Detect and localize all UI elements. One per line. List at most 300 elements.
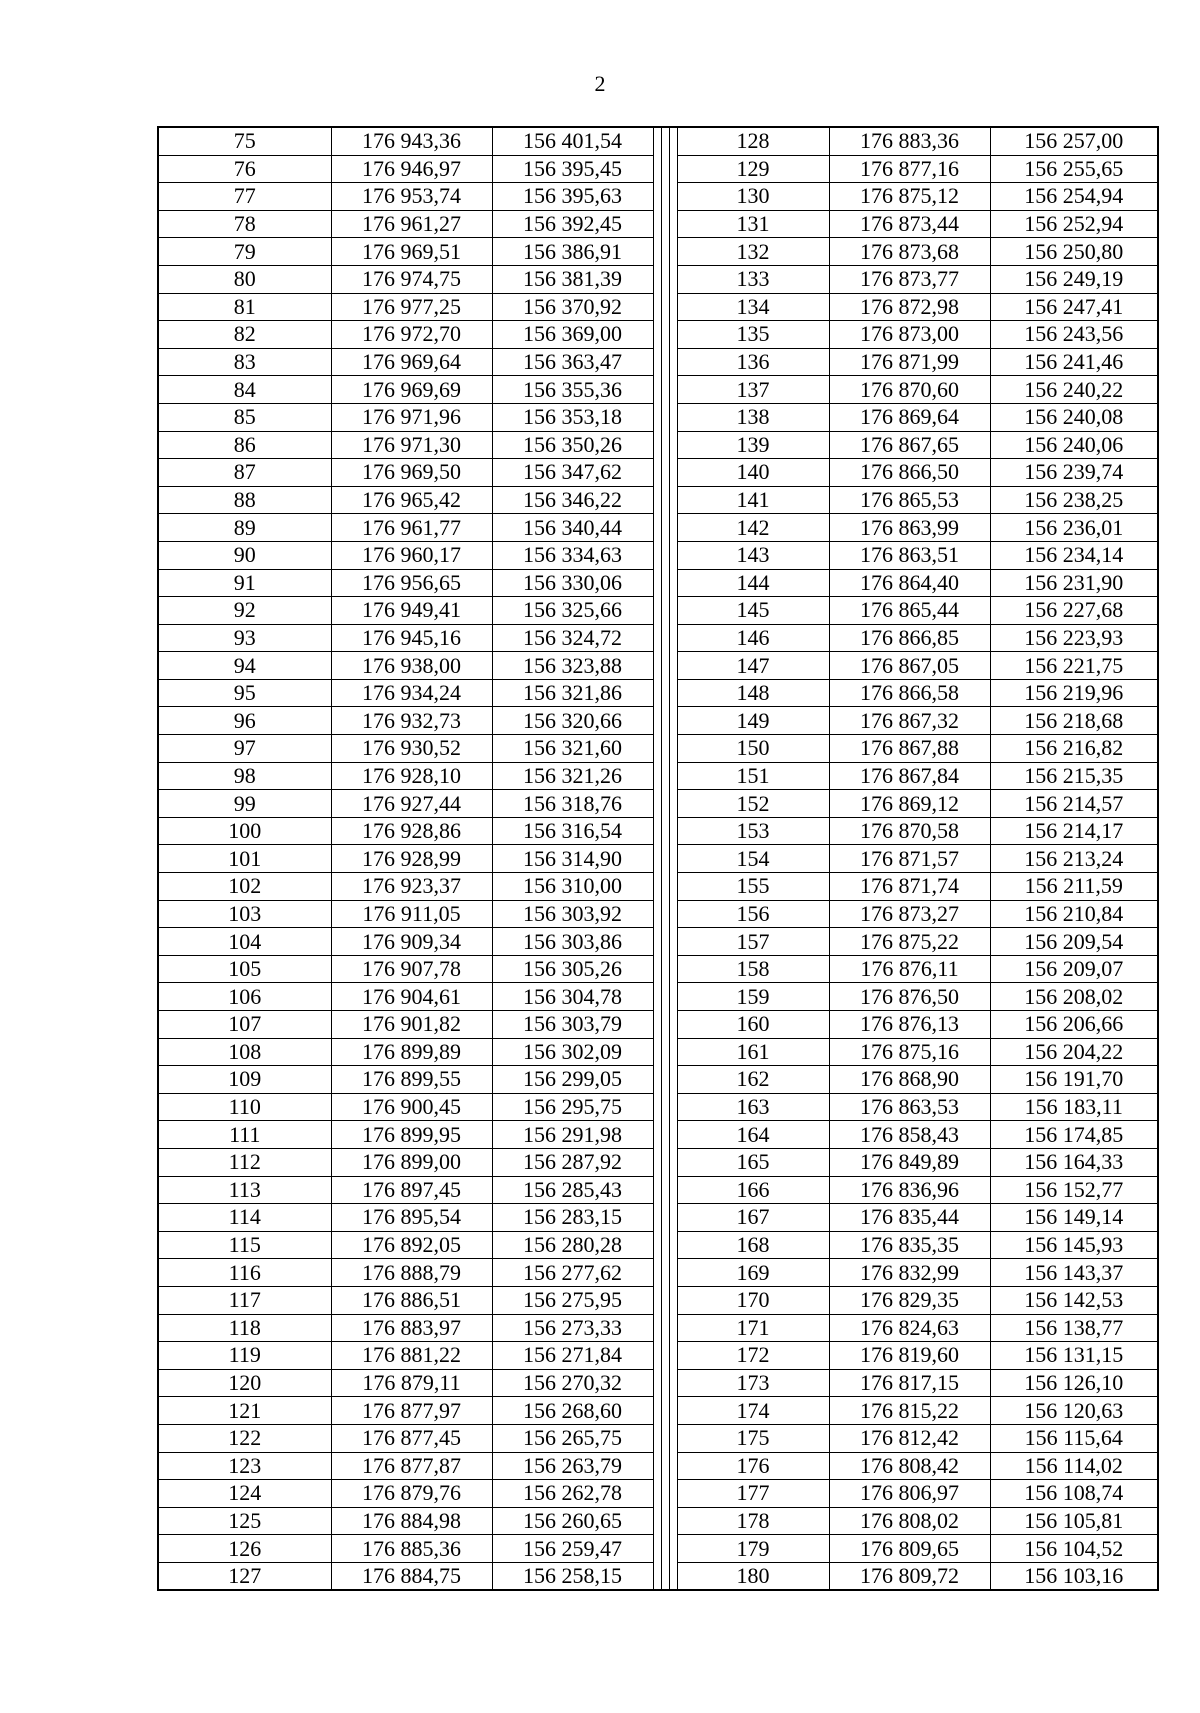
column-separator (669, 900, 677, 928)
table-row (158, 928, 1158, 956)
right-coord-x-cell: 176 866,58 (829, 679, 990, 707)
column-separator (669, 1038, 677, 1066)
column-separator (653, 348, 661, 376)
right-point-number-cell: 146 (677, 624, 829, 652)
column-separator (653, 1286, 661, 1314)
left-coord-x-cell: 176 946,97 (331, 155, 492, 183)
left-point-number-cell: 99 (158, 790, 331, 818)
column-separator (653, 1148, 661, 1176)
right-coord-x-cell: 176 864,40 (829, 569, 990, 597)
column-separator (653, 597, 661, 625)
right-coord-y-cell: 156 108,74 (990, 1480, 1158, 1508)
column-separator (653, 1342, 661, 1370)
column-separator-gap (661, 1452, 669, 1480)
column-separator (669, 928, 677, 956)
left-coord-y-cell: 156 280,28 (492, 1231, 653, 1259)
column-separator-gap (661, 1259, 669, 1287)
right-point-number-cell: 174 (677, 1397, 829, 1425)
left-point-number-cell: 92 (158, 597, 331, 625)
column-separator (653, 155, 661, 183)
column-separator-gap (661, 348, 669, 376)
left-point-number-cell: 82 (158, 321, 331, 349)
right-coord-x-cell: 176 867,84 (829, 762, 990, 790)
right-coord-x-cell: 176 863,51 (829, 541, 990, 569)
left-coord-x-cell: 176 928,10 (331, 762, 492, 790)
right-coord-x-cell: 176 836,96 (829, 1176, 990, 1204)
right-coord-x-cell: 176 873,27 (829, 900, 990, 928)
table-row (158, 679, 1158, 707)
column-separator (669, 597, 677, 625)
column-separator-gap (661, 1231, 669, 1259)
column-separator (653, 541, 661, 569)
left-coord-y-cell: 156 268,60 (492, 1397, 653, 1425)
left-coord-y-cell: 156 302,09 (492, 1038, 653, 1066)
right-coord-x-cell: 176 808,42 (829, 1452, 990, 1480)
right-coord-x-cell: 176 817,15 (829, 1369, 990, 1397)
column-separator (669, 983, 677, 1011)
right-coord-y-cell: 156 206,66 (990, 1011, 1158, 1039)
left-coord-y-cell: 156 271,84 (492, 1342, 653, 1370)
coordinates-table (157, 126, 1159, 1591)
left-coord-y-cell: 156 320,66 (492, 707, 653, 735)
column-separator-gap (661, 873, 669, 901)
left-coord-x-cell: 176 888,79 (331, 1259, 492, 1287)
column-separator-gap (661, 900, 669, 928)
table-row (158, 569, 1158, 597)
left-coord-x-cell: 176 971,30 (331, 431, 492, 459)
column-separator (653, 486, 661, 514)
right-point-number-cell: 157 (677, 928, 829, 956)
right-coord-x-cell: 176 835,35 (829, 1231, 990, 1259)
left-point-number-cell: 107 (158, 1011, 331, 1039)
column-separator (653, 1093, 661, 1121)
left-point-number-cell: 125 (158, 1507, 331, 1535)
column-separator-gap (661, 1148, 669, 1176)
right-point-number-cell: 143 (677, 541, 829, 569)
column-separator (653, 1066, 661, 1094)
column-separator (669, 1286, 677, 1314)
table-row (158, 597, 1158, 625)
right-coord-y-cell: 156 238,25 (990, 486, 1158, 514)
left-coord-x-cell: 176 928,99 (331, 845, 492, 873)
column-separator-gap (661, 321, 669, 349)
column-separator (653, 238, 661, 266)
table-row (158, 1369, 1158, 1397)
column-separator (669, 1231, 677, 1259)
right-point-number-cell: 150 (677, 735, 829, 763)
left-coord-y-cell: 156 363,47 (492, 348, 653, 376)
left-coord-y-cell: 156 324,72 (492, 624, 653, 652)
left-coord-y-cell: 156 305,26 (492, 955, 653, 983)
column-separator (653, 1535, 661, 1563)
left-coord-x-cell: 176 943,36 (331, 127, 492, 155)
column-separator-gap (661, 1176, 669, 1204)
left-coord-x-cell: 176 956,65 (331, 569, 492, 597)
right-coord-y-cell: 156 247,41 (990, 293, 1158, 321)
left-point-number-cell: 83 (158, 348, 331, 376)
left-coord-y-cell: 156 299,05 (492, 1066, 653, 1094)
column-separator-gap (661, 1397, 669, 1425)
left-coord-x-cell: 176 899,89 (331, 1038, 492, 1066)
column-separator (653, 1480, 661, 1508)
table-row (158, 1148, 1158, 1176)
left-point-number-cell: 75 (158, 127, 331, 155)
left-coord-x-cell: 176 881,22 (331, 1342, 492, 1370)
left-coord-y-cell: 156 318,76 (492, 790, 653, 818)
right-point-number-cell: 168 (677, 1231, 829, 1259)
left-point-number-cell: 84 (158, 376, 331, 404)
column-separator-gap (661, 1204, 669, 1232)
right-coord-y-cell: 156 249,19 (990, 265, 1158, 293)
column-separator (669, 376, 677, 404)
right-coord-x-cell: 176 835,44 (829, 1204, 990, 1232)
right-coord-x-cell: 176 815,22 (829, 1397, 990, 1425)
table-row (158, 1204, 1158, 1232)
column-separator-gap (661, 1342, 669, 1370)
right-point-number-cell: 154 (677, 845, 829, 873)
right-coord-y-cell: 156 223,93 (990, 624, 1158, 652)
table-row (158, 1562, 1158, 1590)
column-separator (653, 928, 661, 956)
right-coord-y-cell: 156 221,75 (990, 652, 1158, 680)
column-separator (653, 1259, 661, 1287)
left-point-number-cell: 106 (158, 983, 331, 1011)
right-coord-y-cell: 156 191,70 (990, 1066, 1158, 1094)
left-coord-x-cell: 176 884,98 (331, 1507, 492, 1535)
left-coord-x-cell: 176 961,77 (331, 514, 492, 542)
left-point-number-cell: 124 (158, 1480, 331, 1508)
column-separator (669, 1452, 677, 1480)
column-separator (669, 762, 677, 790)
left-point-number-cell: 97 (158, 735, 331, 763)
right-point-number-cell: 138 (677, 403, 829, 431)
column-separator (653, 1204, 661, 1232)
column-separator (653, 1176, 661, 1204)
left-coord-y-cell: 156 303,86 (492, 928, 653, 956)
column-separator (653, 1369, 661, 1397)
table-row (158, 624, 1158, 652)
left-point-number-cell: 120 (158, 1369, 331, 1397)
left-coord-x-cell: 176 911,05 (331, 900, 492, 928)
right-point-number-cell: 178 (677, 1507, 829, 1535)
left-coord-x-cell: 176 932,73 (331, 707, 492, 735)
left-coord-y-cell: 156 260,65 (492, 1507, 653, 1535)
left-coord-x-cell: 176 907,78 (331, 955, 492, 983)
right-point-number-cell: 129 (677, 155, 829, 183)
right-coord-y-cell: 156 215,35 (990, 762, 1158, 790)
left-point-number-cell: 104 (158, 928, 331, 956)
column-separator (669, 1342, 677, 1370)
column-separator-gap (661, 1424, 669, 1452)
right-coord-x-cell: 176 869,64 (829, 403, 990, 431)
right-point-number-cell: 158 (677, 955, 829, 983)
right-coord-y-cell: 156 243,56 (990, 321, 1158, 349)
table-row (158, 1011, 1158, 1039)
right-coord-y-cell: 156 149,14 (990, 1204, 1158, 1232)
right-coord-y-cell: 156 209,07 (990, 955, 1158, 983)
column-separator (653, 210, 661, 238)
column-separator (653, 1011, 661, 1039)
column-separator-gap (661, 1286, 669, 1314)
column-separator (653, 1038, 661, 1066)
left-coord-x-cell: 176 923,37 (331, 873, 492, 901)
right-point-number-cell: 139 (677, 431, 829, 459)
left-coord-x-cell: 176 969,50 (331, 459, 492, 487)
left-coord-x-cell: 176 953,74 (331, 183, 492, 211)
table-row (158, 541, 1158, 569)
column-separator (653, 817, 661, 845)
table-row (158, 983, 1158, 1011)
right-coord-x-cell: 176 866,50 (829, 459, 990, 487)
right-coord-x-cell: 176 809,72 (829, 1562, 990, 1590)
table-row (158, 817, 1158, 845)
column-separator-gap (661, 845, 669, 873)
column-separator-gap (661, 762, 669, 790)
table-row (158, 873, 1158, 901)
left-point-number-cell: 123 (158, 1452, 331, 1480)
table-row (158, 762, 1158, 790)
table-row (158, 1286, 1158, 1314)
right-point-number-cell: 173 (677, 1369, 829, 1397)
left-point-number-cell: 121 (158, 1397, 331, 1425)
column-separator-gap (661, 155, 669, 183)
table-row (158, 1397, 1158, 1425)
right-point-number-cell: 133 (677, 265, 829, 293)
column-separator (653, 790, 661, 818)
left-point-number-cell: 119 (158, 1342, 331, 1370)
column-separator-gap (661, 928, 669, 956)
table-row (158, 155, 1158, 183)
table-row (158, 1121, 1158, 1149)
right-coord-x-cell: 176 808,02 (829, 1507, 990, 1535)
column-separator (669, 652, 677, 680)
left-coord-y-cell: 156 259,47 (492, 1535, 653, 1563)
column-separator (653, 569, 661, 597)
right-coord-x-cell: 176 819,60 (829, 1342, 990, 1370)
right-coord-x-cell: 176 870,60 (829, 376, 990, 404)
left-point-number-cell: 108 (158, 1038, 331, 1066)
table-row (158, 707, 1158, 735)
left-coord-y-cell: 156 285,43 (492, 1176, 653, 1204)
table-row (158, 900, 1158, 928)
left-point-number-cell: 115 (158, 1231, 331, 1259)
column-separator (669, 735, 677, 763)
column-separator (669, 707, 677, 735)
right-coord-x-cell: 176 865,53 (829, 486, 990, 514)
right-coord-x-cell: 176 873,77 (829, 265, 990, 293)
column-separator (669, 431, 677, 459)
right-coord-y-cell: 156 145,93 (990, 1231, 1158, 1259)
left-coord-x-cell: 176 877,97 (331, 1397, 492, 1425)
column-separator-gap (661, 403, 669, 431)
right-coord-x-cell: 176 871,74 (829, 873, 990, 901)
column-separator (669, 679, 677, 707)
column-separator (653, 983, 661, 1011)
column-separator-gap (661, 1011, 669, 1039)
column-separator (669, 514, 677, 542)
left-point-number-cell: 91 (158, 569, 331, 597)
table-row (158, 486, 1158, 514)
left-coord-y-cell: 156 303,79 (492, 1011, 653, 1039)
right-point-number-cell: 152 (677, 790, 829, 818)
left-coord-x-cell: 176 879,11 (331, 1369, 492, 1397)
right-coord-y-cell: 156 115,64 (990, 1424, 1158, 1452)
left-point-number-cell: 85 (158, 403, 331, 431)
left-coord-y-cell: 156 277,62 (492, 1259, 653, 1287)
left-coord-y-cell: 156 316,54 (492, 817, 653, 845)
right-point-number-cell: 166 (677, 1176, 829, 1204)
right-coord-x-cell: 176 876,13 (829, 1011, 990, 1039)
right-point-number-cell: 131 (677, 210, 829, 238)
right-coord-x-cell: 176 865,44 (829, 597, 990, 625)
table-row (158, 403, 1158, 431)
left-coord-y-cell: 156 346,22 (492, 486, 653, 514)
table-row (158, 1176, 1158, 1204)
left-coord-y-cell: 156 273,33 (492, 1314, 653, 1342)
column-separator-gap (661, 1121, 669, 1149)
left-point-number-cell: 90 (158, 541, 331, 569)
left-coord-y-cell: 156 353,18 (492, 403, 653, 431)
column-separator-gap (661, 431, 669, 459)
right-coord-y-cell: 156 208,02 (990, 983, 1158, 1011)
column-separator-gap (661, 707, 669, 735)
left-coord-x-cell: 176 972,70 (331, 321, 492, 349)
right-point-number-cell: 142 (677, 514, 829, 542)
column-separator-gap (661, 955, 669, 983)
column-separator-gap (661, 293, 669, 321)
left-point-number-cell: 96 (158, 707, 331, 735)
left-point-number-cell: 94 (158, 652, 331, 680)
column-separator (669, 1176, 677, 1204)
column-separator-gap (661, 1314, 669, 1342)
left-coord-y-cell: 156 262,78 (492, 1480, 653, 1508)
left-coord-y-cell: 156 350,26 (492, 431, 653, 459)
column-separator (669, 127, 677, 155)
left-coord-x-cell: 176 969,64 (331, 348, 492, 376)
column-separator (669, 1066, 677, 1094)
right-coord-y-cell: 156 210,84 (990, 900, 1158, 928)
left-coord-x-cell: 176 899,95 (331, 1121, 492, 1149)
left-coord-y-cell: 156 263,79 (492, 1452, 653, 1480)
table-row (158, 1259, 1158, 1287)
left-coord-x-cell: 176 900,45 (331, 1093, 492, 1121)
column-separator (669, 1011, 677, 1039)
right-point-number-cell: 147 (677, 652, 829, 680)
right-point-number-cell: 135 (677, 321, 829, 349)
right-coord-x-cell: 176 868,90 (829, 1066, 990, 1094)
right-coord-y-cell: 156 142,53 (990, 1286, 1158, 1314)
right-coord-x-cell: 176 876,11 (829, 955, 990, 983)
right-coord-y-cell: 156 105,81 (990, 1507, 1158, 1535)
table-row (158, 321, 1158, 349)
table-row (158, 238, 1158, 266)
right-coord-y-cell: 156 214,57 (990, 790, 1158, 818)
right-coord-x-cell: 176 806,97 (829, 1480, 990, 1508)
table-row (158, 1452, 1158, 1480)
right-coord-x-cell: 176 867,65 (829, 431, 990, 459)
left-coord-y-cell: 156 323,88 (492, 652, 653, 680)
right-point-number-cell: 161 (677, 1038, 829, 1066)
right-coord-x-cell: 176 832,99 (829, 1259, 990, 1287)
left-coord-x-cell: 176 877,45 (331, 1424, 492, 1452)
column-separator (669, 265, 677, 293)
right-point-number-cell: 132 (677, 238, 829, 266)
left-point-number-cell: 86 (158, 431, 331, 459)
column-separator (653, 376, 661, 404)
right-coord-y-cell: 156 131,15 (990, 1342, 1158, 1370)
table-row (158, 790, 1158, 818)
table-row (158, 293, 1158, 321)
column-separator-gap (661, 238, 669, 266)
right-coord-y-cell: 156 138,77 (990, 1314, 1158, 1342)
column-separator-gap (661, 569, 669, 597)
right-point-number-cell: 144 (677, 569, 829, 597)
column-separator (669, 210, 677, 238)
column-separator-gap (661, 1480, 669, 1508)
right-point-number-cell: 177 (677, 1480, 829, 1508)
column-separator (669, 1259, 677, 1287)
right-point-number-cell: 141 (677, 486, 829, 514)
left-point-number-cell: 127 (158, 1562, 331, 1590)
column-separator-gap (661, 679, 669, 707)
right-coord-y-cell: 156 236,01 (990, 514, 1158, 542)
left-coord-x-cell: 176 897,45 (331, 1176, 492, 1204)
left-coord-x-cell: 176 949,41 (331, 597, 492, 625)
right-coord-y-cell: 156 164,33 (990, 1148, 1158, 1176)
right-point-number-cell: 130 (677, 183, 829, 211)
table-row (158, 735, 1158, 763)
table-row (158, 1507, 1158, 1535)
table-row (158, 955, 1158, 983)
left-coord-x-cell: 176 965,42 (331, 486, 492, 514)
left-point-number-cell: 103 (158, 900, 331, 928)
column-separator (653, 845, 661, 873)
column-separator (653, 293, 661, 321)
column-separator-gap (661, 210, 669, 238)
right-coord-x-cell: 176 809,65 (829, 1535, 990, 1563)
column-separator (669, 486, 677, 514)
right-coord-y-cell: 156 103,16 (990, 1562, 1158, 1590)
right-coord-y-cell: 156 255,65 (990, 155, 1158, 183)
column-separator (669, 1397, 677, 1425)
table-row (158, 459, 1158, 487)
column-separator (669, 1121, 677, 1149)
left-coord-x-cell: 176 884,75 (331, 1562, 492, 1590)
right-coord-x-cell: 176 867,32 (829, 707, 990, 735)
left-coord-y-cell: 156 265,75 (492, 1424, 653, 1452)
left-coord-y-cell: 156 325,66 (492, 597, 653, 625)
left-coord-y-cell: 156 340,44 (492, 514, 653, 542)
column-separator (669, 1148, 677, 1176)
right-coord-x-cell: 176 849,89 (829, 1148, 990, 1176)
right-coord-y-cell: 156 219,96 (990, 679, 1158, 707)
left-coord-y-cell: 156 386,91 (492, 238, 653, 266)
left-point-number-cell: 98 (158, 762, 331, 790)
left-point-number-cell: 93 (158, 624, 331, 652)
right-point-number-cell: 172 (677, 1342, 829, 1370)
left-coord-y-cell: 156 347,62 (492, 459, 653, 487)
right-coord-y-cell: 156 254,94 (990, 183, 1158, 211)
left-coord-y-cell: 156 270,32 (492, 1369, 653, 1397)
left-coord-x-cell: 176 901,82 (331, 1011, 492, 1039)
left-coord-x-cell: 176 930,52 (331, 735, 492, 763)
right-coord-x-cell: 176 869,12 (829, 790, 990, 818)
right-coord-x-cell: 176 875,12 (829, 183, 990, 211)
column-separator (669, 1562, 677, 1590)
column-separator (653, 1424, 661, 1452)
right-coord-x-cell: 176 858,43 (829, 1121, 990, 1149)
table-row (158, 376, 1158, 404)
